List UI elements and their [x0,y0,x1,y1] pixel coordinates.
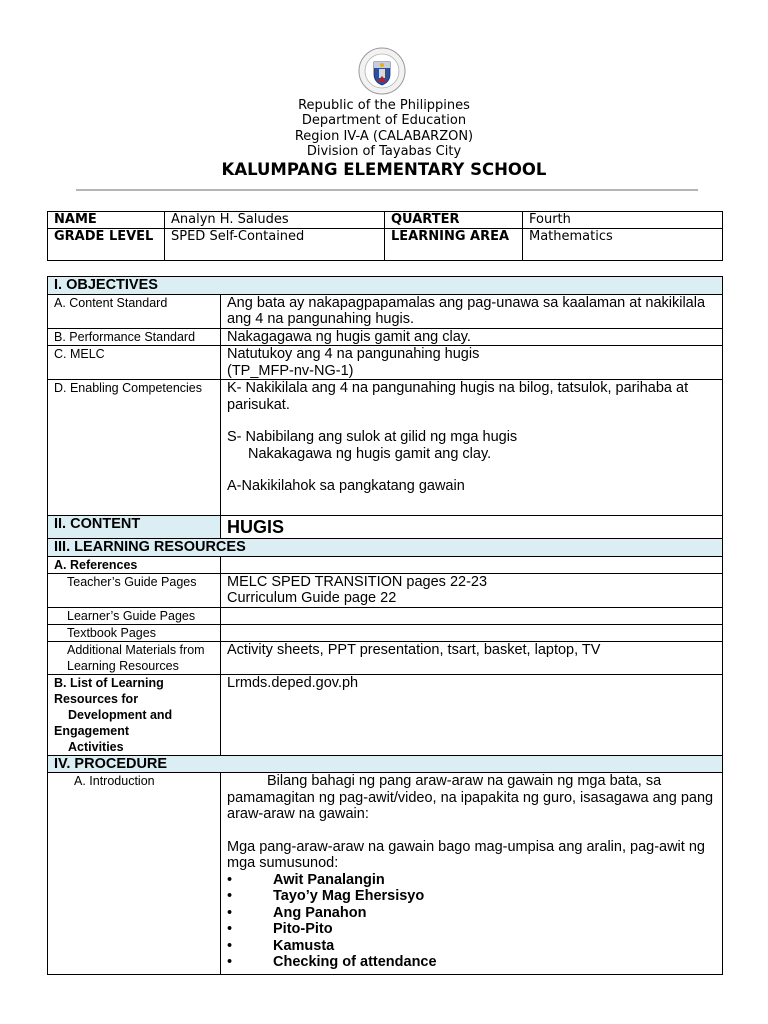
enabling-knowledge: K- Nakikilala ang 4 na pangunahing hugis na bilog, tatsulok, parihaba at parisukat. [227,380,689,413]
list-item: • Awit Panalangin [227,871,385,888]
header-division: Division of Tayabas City [306,144,462,159]
header-region: Region IV-A (CALABARZON) [294,129,474,144]
list-of-resources-label-1: B. List of Learning Resources for [54,675,164,706]
lesson-plan-table [47,276,723,975]
enabling-competencies-value [221,380,723,516]
learning-resources-heading: III. LEARNING RESOURCES [48,539,723,557]
deped-seal-logo [358,47,406,95]
list-of-resources-label-2: Development and [68,707,173,722]
quarter-value: Fourth [523,212,723,229]
melc-line-2: (TP_MFP-nv-NG-1) [227,362,354,379]
introduction-paragraph-2: Mga pang-araw-araw na gawain bago mag-umpisa ang aralin, pag-awit ng mga sumusunod: [227,838,705,871]
content-standard-label: A. Content Standard [48,294,221,328]
teacher-guide-line-1: MELC SPED TRANSITION pages 22-23 [227,573,488,590]
enabling-competencies-label: D. Enabling Competencies [48,380,221,516]
additional-materials-value: Activity sheets, PPT presentation, tsart, basket, laptop, TV [221,641,723,674]
melc-label: C. MELC [48,346,221,380]
list-item: • Checking of attendance [227,954,437,970]
name-value: Analyn H. Saludes [165,212,385,229]
quarter-label: QUARTER [385,212,523,229]
enabling-skill-2: Nakakagawa ng hugis gamit ang clay. [248,445,492,462]
teacher-guide-label: Teacher’s Guide Pages [48,573,221,607]
learner-guide-value [221,607,723,624]
list-item: • Kamusta [227,937,335,954]
header-divider [76,189,698,191]
learner-guide-label: Learner’s Guide Pages [48,607,221,624]
header-republic: Republic of the Philippines [298,98,470,113]
performance-standard-value: Nakagagawa ng hugis gamit ang clay. [221,328,723,346]
melc-line-1: Natutukoy ang 4 na pangunahing hugis [227,346,480,362]
references-value [221,556,723,573]
area-label: LEARNING AREA [385,229,523,261]
melc-value [221,346,723,380]
list-of-resources-label-4: Activities [68,739,124,754]
textbook-pages-label: Textbook Pages [48,624,221,641]
teacher-guide-line-2: Curriculum Guide page 22 [227,590,397,606]
introduction-label: A. Introduction [48,773,221,975]
teacher-guide-value [221,573,723,607]
list-of-resources-label-3: Engagement [54,723,130,738]
content-heading: II. CONTENT [48,516,221,539]
grade-value: SPED Self-Contained [165,229,385,261]
school-name: KALUMPANG ELEMENTARY SCHOOL [221,160,547,179]
list-item: • Ang Panahon [227,904,367,921]
introduction-value [221,773,723,975]
objectives-heading: I. OBJECTIVES [48,277,723,295]
list-of-resources-label [48,674,221,755]
list-item: • Tayo’y Mag Ehersisyo [227,888,425,904]
header-department: Department of Education [301,113,467,128]
enabling-skill-1: S- Nabibilang ang sulok at gilid ng mga hugis [227,429,518,445]
introduction-paragraph-1: Bilang bahagi ng pang araw-araw na gawain ng mga bata, sa pamamagitan ng pag-awit/video, na ipapakita ng guro, isasagawa ang pang araw-araw na gawain: [227,773,714,822]
enabling-attitude: A-Nakikilahok sa pangkatang gawain [227,478,465,494]
grade-label: GRADE LEVEL [48,229,165,261]
list-of-resources-value: Lrmds.deped.gov.ph [221,674,723,755]
content-standard-value: Ang bata ay nakapagpapamalas ang pag-unawa sa kaalaman at nakikilala ang 4 na pangunahing hugis. [221,294,723,328]
area-value: Mathematics [523,229,723,261]
textbook-pages-value [221,624,723,641]
info-table [47,211,723,261]
references-label: A. References [48,556,221,573]
procedure-heading: IV. PROCEDURE [48,755,723,773]
content-value: HUGIS [221,516,723,539]
list-item: • Pito-Pito [227,921,333,937]
performance-standard-label: B. Performance Standard [48,328,221,346]
additional-materials-label: Additional Materials from Learning Resources [48,641,221,674]
name-label: NAME [48,212,165,229]
